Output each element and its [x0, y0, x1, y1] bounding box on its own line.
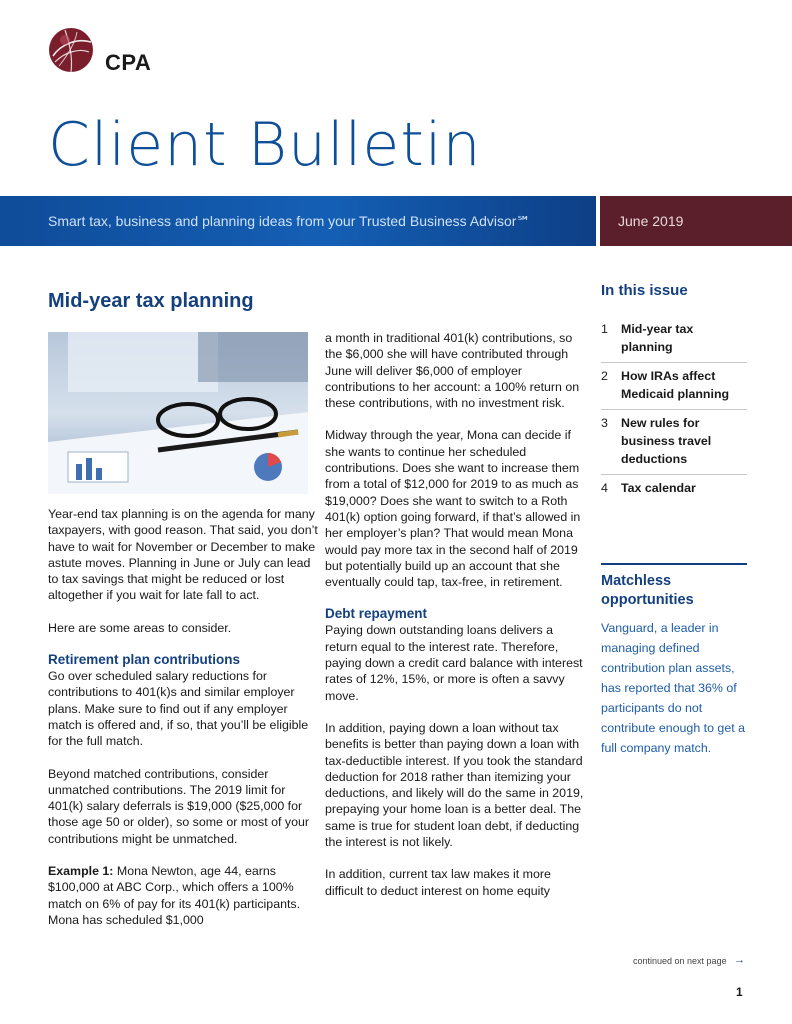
paragraph: In addition, paying down a loan without tax benefits is better than paying down a loan with tax-deductible interest. If you took the standard deduction for 2018 rather than itemizing your deductions, and likely will do the same in 2019, prepaying your home loan is a better deal. The same is true for student loan debt, if deducting the interest is not likely. [325, 720, 584, 850]
issue-date: June 2019 [618, 213, 684, 229]
section-heading-debt: Debt repayment [325, 606, 428, 622]
logo-text: CPA [105, 50, 152, 75]
toc-number: 4 [601, 481, 608, 495]
paragraph: Year-end tax planning is on the agenda for many taxpayers, with good reason. That said, you don’t have to wait for November or December to make astute moves. Planning in June or July can lead to tax savings that might be reduced or lost altogether if you wait for late fall to act. [48, 507, 318, 603]
callout-divider [601, 563, 747, 565]
toc-item[interactable] [601, 316, 747, 363]
globe-logo-icon [47, 26, 95, 74]
bulletin-title: Client Bulletin [48, 110, 482, 180]
article-column-1 [48, 506, 320, 944]
paragraph: a month in traditional 401(k) contributions, so the $6,000 she will have contributed through June will deliver $6,000 of employer contributions to her account: a 100% return on these contributions, with no investment risk. [325, 331, 580, 411]
toc-label: Mid-year tax planning [621, 322, 694, 354]
callout-title: Matchless opportunities [601, 573, 694, 608]
paragraph: Midway through the year, Mona can decide if she wants to continue her scheduled contributions. Does she want to increase them from a total of $12,000 for 2019 to as much as $19,000? Does she want to switch to a Roth 401(k) option going forward, if that’s allowed in her employer’s plan? That would mean Mona would pay more tax in the second half of 2019 but potentially build up an account that she eventually could tap, tax-free, in retirement. [325, 428, 581, 590]
continued-note: continued on next page [633, 956, 727, 966]
table-of-contents [601, 316, 747, 503]
tagline: Smart tax, business and planning ideas from your Trusted Business Advisor℠ [48, 212, 531, 229]
example-text: Mona Newton, age 44, earns $100,000 at ABC Corp., which offers a 100% match on 6% of pay for its 401(k) participants. Mona has scheduled $1,000 [48, 864, 301, 927]
article-photo [48, 332, 308, 494]
toc-number: 1 [601, 322, 608, 336]
toc-item[interactable] [601, 363, 747, 410]
toc-label: New rules for business travel deductions [621, 416, 712, 466]
paragraph: Beyond matched contributions, consider unmatched contributions. The 2019 limit for 401(k) salary deferrals is $19,000 ($25,000 for those age 50 or older), so some or most of your contributions might be unmatched. [48, 766, 310, 846]
example-paragraph [48, 863, 320, 928]
example-label: Example 1: [48, 864, 114, 879]
cpa-logo [47, 26, 167, 78]
arrow-right-icon: → [734, 954, 745, 966]
article-column-2 [325, 330, 587, 915]
paragraph: Go over scheduled salary reductions for contributions to 401(k)s and similar employer plans. Make sure to find out if any employer match is offered and, if so, that you’ll be eligible for the full match. [48, 669, 309, 749]
callout-body: Vanguard, a leader in managing defined contribution plan assets, has reported that 36% of participants do not contribute enough to get a full company match. [601, 621, 745, 755]
toc-item[interactable] [601, 410, 747, 475]
in-this-issue-heading: In this issue [601, 282, 688, 299]
paragraph: In addition, current tax law makes it more difficult to deduct interest on home equity [325, 867, 551, 898]
paragraph: Paying down outstanding loans delivers a return equal to the interest rate. Therefore, paying down a credit card balance with interest rates of 12%, 15%, or more is often a savvy move. [325, 623, 583, 703]
header-banner [0, 196, 792, 246]
toc-label: How IRAs affect Medicaid planning [621, 369, 730, 401]
toc-number: 3 [601, 416, 608, 430]
toc-item[interactable] [601, 475, 747, 503]
section-heading-retirement: Retirement plan contributions [48, 652, 241, 668]
date-bar [600, 196, 792, 246]
tagline-bar [0, 196, 596, 246]
article-title: Mid-year tax planning [48, 290, 254, 312]
toc-label: Tax calendar [621, 481, 696, 495]
glasses-pen-charts-image [48, 332, 308, 494]
paragraph: Here are some areas to consider. [48, 620, 232, 635]
toc-number: 2 [601, 369, 608, 383]
page-number: 1 [736, 985, 743, 999]
